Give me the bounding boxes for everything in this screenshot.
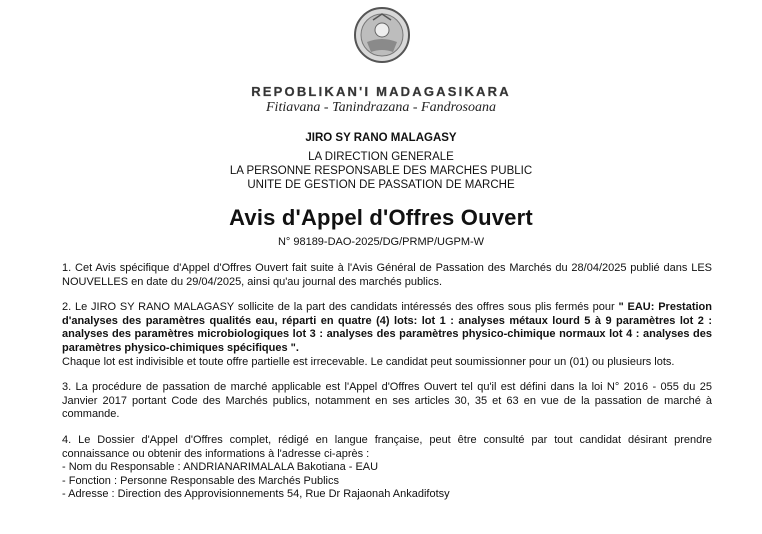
organization-name: JIRO SY RANO MALAGASY [305,132,457,144]
paragraph-3: 3. La procédure de passation de marché applicable est l'Appel d'Offres Ouvert tel qu'il est défini dans la loi N° 2016 - 055 du 25 Janvier 2017 portant Code des Marchés publics, notamment en ses articles 30, 35 et 63 en vue de la passation de marché à commande. [62,381,712,421]
contact-list [62,461,712,502]
contact-item: - Adresse : Direction des Approvisionnements 54, Rue Dr Rajaonah Ankadifotsy [62,488,450,501]
national-seal-icon [353,6,411,64]
contact-item: - Nom du Responsable : ANDRIANARIMALALA Bakotiana - EAU [62,461,379,474]
directorate-line: UNITE DE GESTION DE PASSATION DE MARCHE [247,179,515,191]
paragraph-4-intro: 4. Le Dossier d'Appel d'Offres complet, rédigé en langue française, peut être consulté par tout candidat désirant prendre connaissance ou obtenir des informations à l'adresse ci-après : [62,433,712,460]
notice-reference: N° 98189-DAO-2025/DG/PRMP/UGPM-W [277,236,485,248]
notice-title: Avis d'Appel d'Offres Ouvert [229,205,533,230]
paragraph-2-intro: 2. Le JIRO SY RANO MALAGASY sollicite de la part des candidats intéressés des offres sous plis fermés pour [62,301,619,314]
paragraph-2-lots: " EAU: Prestation d'analyses des paramètres qualités eau, réparti en quatre (4) lots: lot 1 : analyses métaux lourd 5 à 9 paramètres lot 2 : analyses des paramètres microbiologiques lot 3 : analyses des paramètres physico-chimique normaux lot 4 : analyses des paramètres physico-chimiques spécifiques ". [62,301,712,354]
paragraph-2-tail: Chaque lot est indivisible et toute offre partielle est irrecevable. Le candidat peut soumissionner pour un (01) ou plusieurs lots. [62,355,675,368]
paragraph-4 [62,434,712,461]
paragraph-1: 1. Cet Avis spécifique d'Appel d'Offres Ouvert fait suite à l'Avis Général de Passation des Marchés du 28/04/2025 publié dans LES NOUVELLES en date du 29/04/2025, ainsi qu'au journal des marchés publics. [62,262,712,288]
national-motto: Fitiavana - Tanindrazana - Fandrosoana [266,100,496,115]
paragraph-2 [62,301,712,369]
notice-body [62,262,712,502]
directorate-line: LA DIRECTION GENERALE [308,151,454,163]
republic-name: REPOBLIKAN'I MADAGASIKARA [251,84,511,99]
directorate-line: LA PERSONNE RESPONSABLE DES MARCHES PUBLIC [229,165,533,177]
directorate-block [0,150,762,192]
contact-item: - Fonction : Personne Responsable des Marchés Publics [62,474,339,487]
